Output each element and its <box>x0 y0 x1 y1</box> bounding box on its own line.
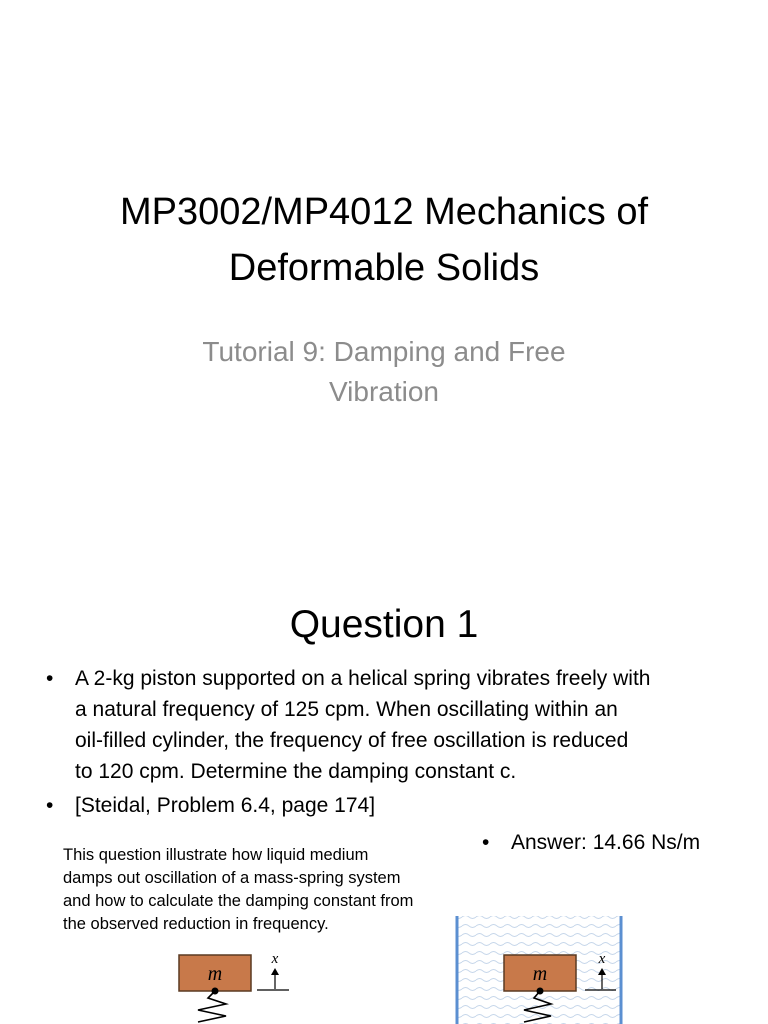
note-line-2: damps out oscillation of a mass-spring system <box>63 869 401 887</box>
problem-statement-bullet <box>46 663 755 787</box>
question-slide <box>0 576 768 1024</box>
reference-text: [Steidal, Problem 6.4, page 174] <box>75 794 376 817</box>
note-line-3: and how to calculate the damping constant from <box>63 892 414 910</box>
note-line-1: This question illustrate how liquid medium <box>63 846 369 864</box>
bullet-point: • <box>46 794 54 817</box>
slide-subtitle-line-1: Tutorial 9: Damping and Free <box>202 336 566 367</box>
slide-title-line-2: Deformable Solids <box>228 247 540 289</box>
damped-mass-spring-diagram <box>448 912 634 1024</box>
slide-title-line-1: MP3002/MP4012 Mechanics of <box>119 191 649 233</box>
problem-line-3: oil-filled cylinder, the frequency of free oscillation is reduced <box>75 729 629 752</box>
problem-line-2: a natural frequency of 125 cpm. When oscillating within an <box>75 698 618 721</box>
explanation-note <box>63 844 453 936</box>
mass-spring-diagram <box>170 946 300 1024</box>
displacement-label: x <box>598 951 606 967</box>
mass-label: m <box>532 963 548 985</box>
spring-icon <box>198 991 226 1022</box>
reference-bullet <box>46 790 675 821</box>
slide-subtitle-line-2: Vibration <box>328 376 439 407</box>
bullet-point: • <box>482 831 490 854</box>
problem-line-4: to 120 cpm. Determine the damping constant c. <box>75 760 517 783</box>
answer-bullet <box>482 827 751 858</box>
arrow-head-icon <box>271 968 279 975</box>
mass-label: m <box>207 963 223 985</box>
answer-text: Answer: 14.66 Ns/m <box>511 831 701 854</box>
question-title: Question 1 <box>289 603 479 646</box>
note-line-4: the observed reduction in frequency. <box>63 915 329 933</box>
displacement-label: x <box>271 951 279 967</box>
bullet-point: • <box>46 667 54 690</box>
problem-line-1: A 2-kg piston supported on a helical spring vibrates freely with <box>75 667 651 690</box>
